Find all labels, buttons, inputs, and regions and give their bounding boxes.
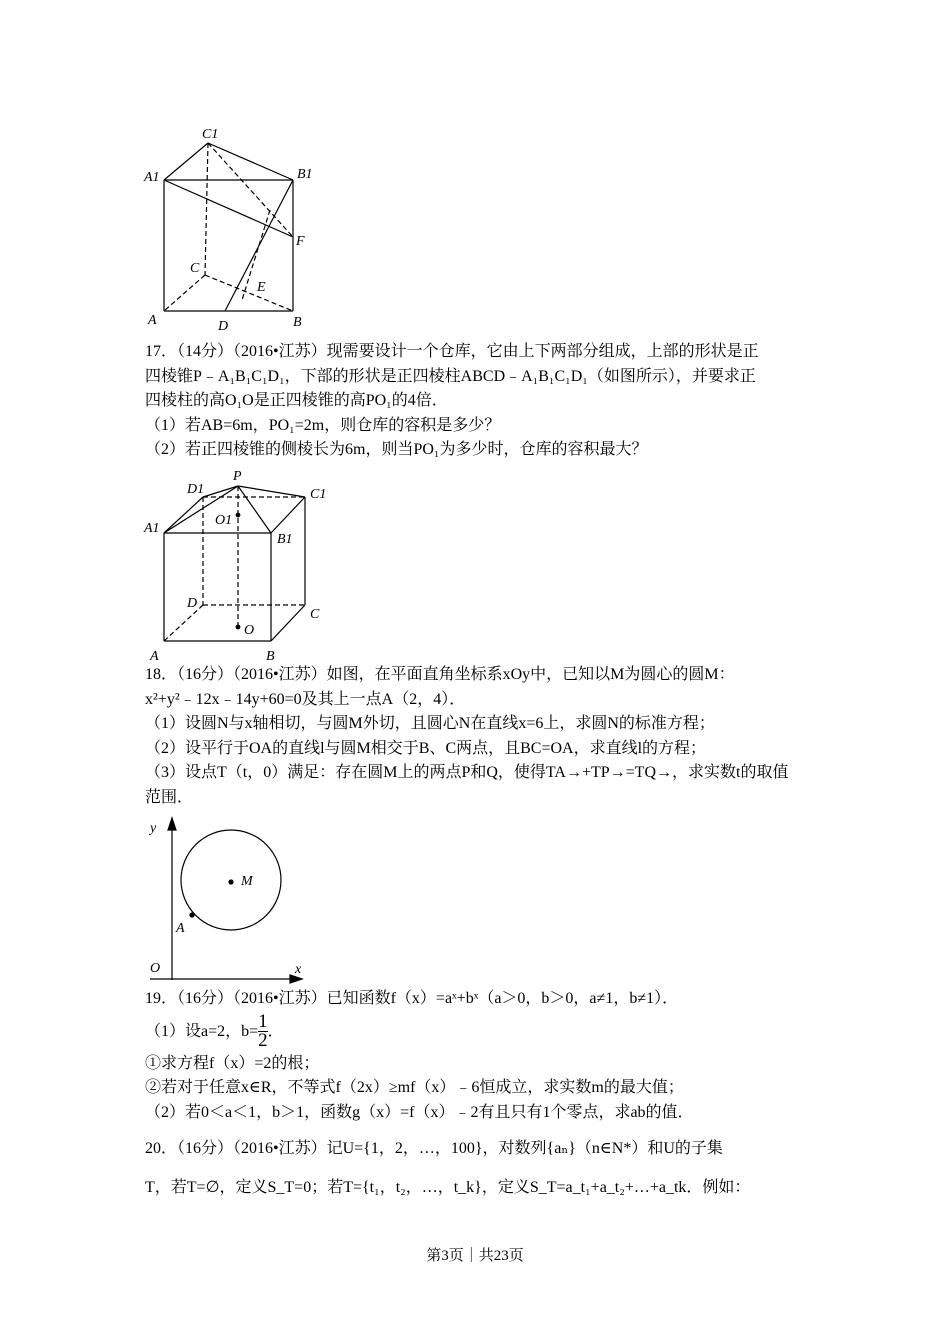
question-17 [145, 340, 815, 463]
fraction-denominator: 2 [258, 1030, 268, 1052]
fig1-label: F [296, 234, 305, 249]
fig1-label: E [257, 280, 266, 295]
question-18 [145, 663, 815, 810]
fig1-label: B [293, 315, 302, 330]
text-line: 18．（16分）（2016•江苏）如图，在平面直角坐标系xOy中，已知以M为圆心的圆M： [145, 666, 735, 683]
text-line: 19．（16分）（2016•江苏）已知函数f（x）=aˣ+bˣ（a＞0，b＞0，a≠1，b≠1）． [145, 990, 679, 1007]
text-line: x²+y²﹣12x﹣14y+60=0及其上一点A（2，4）． [145, 690, 466, 708]
fig1-label: B1 [297, 167, 313, 182]
text-line: ②若对于任意x∈R，不等式f（2x）≥mf（x）﹣6恒成立，求实数m的最大值； [145, 1079, 684, 1096]
fig2-label: C [310, 607, 320, 622]
fig1-label: A [148, 313, 157, 328]
text-line: 17．（14分）（2016•江苏）现需要设计一个仓库，它由上下两部分组成，上部的形状是正 [145, 343, 759, 360]
fig3-label: O [150, 961, 161, 976]
text-line [145, 1012, 815, 1052]
fig3-label: M [241, 874, 253, 889]
fig3-label: y [150, 821, 157, 836]
fig1-label: C [190, 261, 200, 276]
question-19 [145, 987, 815, 1125]
text-line: 范围． [145, 788, 194, 806]
figure1-lines [164, 143, 293, 311]
fig2-label: B1 [277, 532, 293, 547]
text-span: （1）设a=2，b= [145, 1022, 259, 1040]
fig2-label: O [244, 623, 255, 638]
text-line: （2）设平行于OA的直线l与圆M相交于B、C两点，且BC=OA，求直线l的方程； [145, 739, 707, 757]
fig2-label: C1 [310, 487, 327, 502]
fig1-label: C1 [202, 127, 219, 142]
text-line: 四棱锥P﹣A₁B₁C₁D₁，下部的形状是正四棱柱ABCD﹣A₁B₁C₁D₁（如图所示），并要求正 [145, 367, 756, 385]
question-20 [145, 1137, 815, 1200]
fig2-label: A1 [144, 521, 160, 536]
fig3-label: A [176, 921, 185, 936]
text-line: （1）设圆N与x轴相切，与圆M外切，且圆心N在直线x=6上，求圆N的标准方程； [145, 715, 715, 732]
fig2-label: A [150, 649, 159, 664]
text-line: 四棱柱的高O₁O是正四棱锥的高PO₁的4倍． [145, 392, 448, 409]
text-line: ①求方程f（x）=2的根； [145, 1054, 320, 1072]
fraction [258, 1013, 268, 1050]
text-line: （2）若正四棱锥的侧棱长为6m，则当PO₁为多少时，仓库的容积最大？ [145, 441, 648, 458]
page-footer: 第3页｜共23页 [426, 1248, 524, 1264]
fraction-numerator: 1 [258, 1011, 268, 1033]
fig2-label: D [187, 596, 198, 611]
fig1-label: D [218, 319, 229, 334]
figure2-lines [164, 486, 305, 641]
fig3-label: x [295, 962, 302, 977]
text-line: 20．（16分）（2016•江苏）记U={1，2，…，100}，对数列{aₙ}（n∈N*）和U的子集 [145, 1140, 723, 1157]
figure3-lines [150, 818, 302, 983]
fig2-label: B [266, 649, 275, 664]
fig1-label: A1 [144, 170, 160, 185]
text-line: T，若T=∅，定义S_T=0；若T={t₁，t₂，…，t_k}，定义S_T=a_t₁+a_t₂+…+a_tk．例如： [145, 1178, 751, 1196]
text-span: ． [267, 1022, 284, 1040]
fig2-label: D1 [187, 482, 205, 497]
text-line: （3）设点T（t，0）满足：存在圆M上的两点P和Q，使得TA→+TP→=TQ→，求实数t的取值 [145, 764, 789, 781]
text-line: （1）若AB=6m，PO₁=2m，则仓库的容积是多少？ [145, 416, 501, 434]
fig2-label: O1 [215, 513, 233, 528]
fig2-label: P [233, 469, 242, 484]
text-line: （2）若0＜a＜1，b＞1，函数g（x）=f（x）﹣2有且只有1个零点，求ab的值． [145, 1103, 694, 1121]
